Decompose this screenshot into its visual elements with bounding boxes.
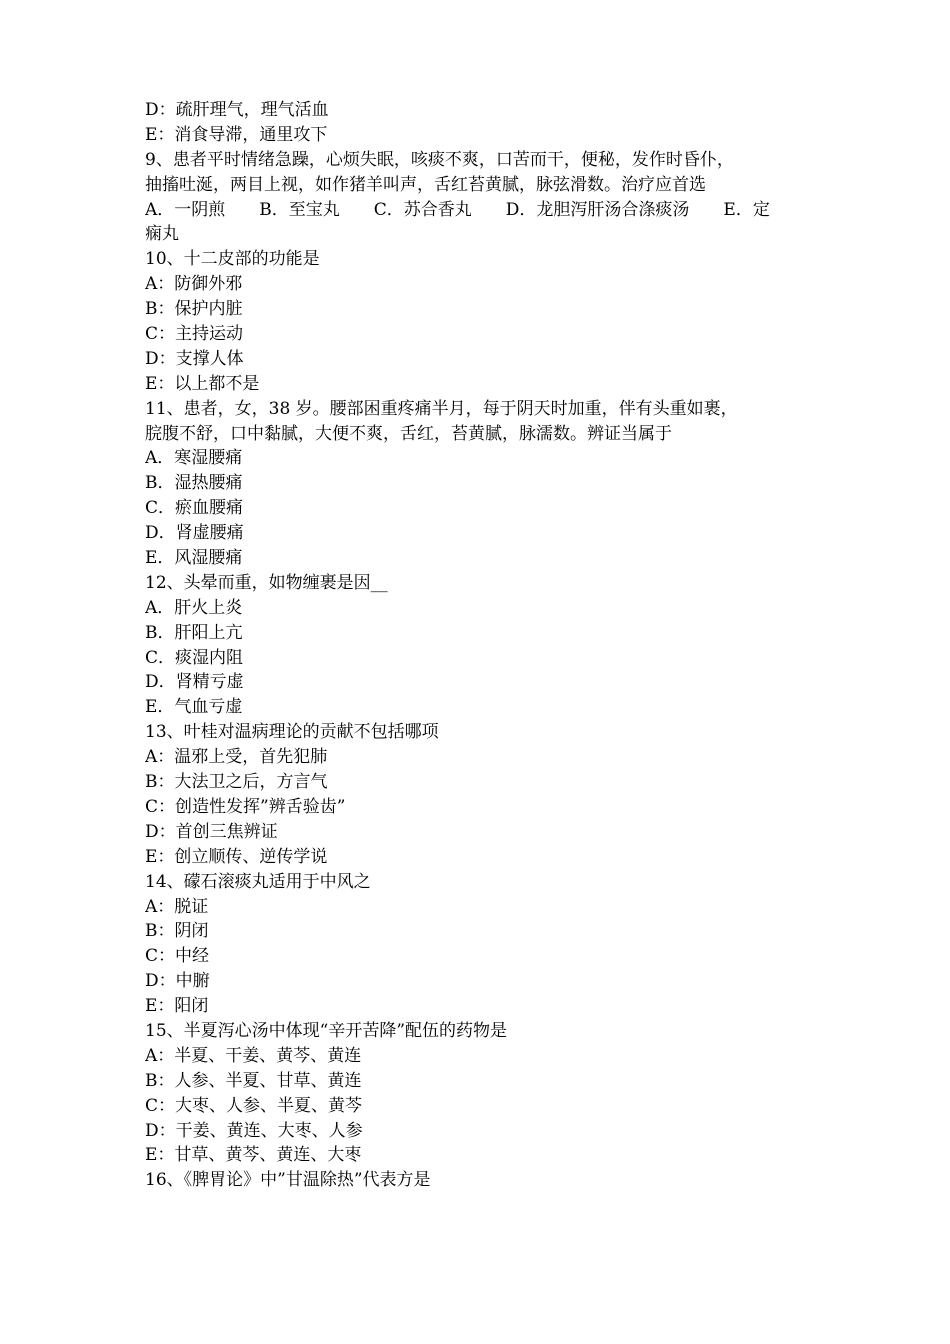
document-body [145,98,810,1193]
question-12: 12、头晕而重，如物缠裹是因__ [145,572,388,593]
option-e: E．气血亏虚 [145,697,243,718]
option-d: D：支撑人体 [145,348,244,369]
option-a: A：半夏、干姜、黄芩、黄连 [145,1045,362,1066]
option-c: C．瘀血腰痛 [145,498,244,519]
option-c: C：大枣、人参、半夏、黄芩 [145,1095,363,1116]
option-b: B：人参、半夏、甘草、黄连 [145,1070,362,1091]
option-c: C：中经 [145,946,210,967]
text-line: 抽搐吐涎，两目上视，如作猪羊叫声，舌红苔黄腻，脉弦滑数。治疗应首选 [145,174,706,195]
option-c: C：主持运动 [145,324,244,345]
option-b: B：保护内脏 [145,299,243,320]
question-14: 14、礞石滚痰丸适用于中风之 [145,871,371,892]
question-16: 16、《脾胃论》中”甘温除热”代表方是 [145,1170,431,1191]
option-b: B．肝阳上亢 [145,622,243,643]
option-d: D：中腑 [145,971,210,992]
question-13: 13、叶桂对温病理论的贡献不包括哪项 [145,722,439,743]
option-a: A：温邪上受，首先犯肺 [145,747,328,768]
option-a: A．寒湿腰痛 [145,448,243,469]
question-10: 10、十二皮部的功能是 [145,249,320,270]
option-e: E：以上都不是 [145,373,260,394]
option-e: E：甘草、黄芩、黄连、大枣 [145,1145,362,1166]
option-d: D：首创三焦辨证 [145,821,278,842]
option-e: E：创立顺传、逆传学说 [145,846,328,867]
option-d: D．肾虚腰痛 [145,523,244,544]
option-d: D：干姜、黄连、大枣、人参 [145,1120,363,1141]
text-line: 痫丸 [145,224,179,245]
option-d: D．肾精亏虚 [145,672,244,693]
option-e: E：阳闭 [145,996,209,1017]
option-a: A：防御外邪 [145,274,243,295]
option-a: A．肝火上炎 [145,597,243,618]
option-b: B：大法卫之后，方言气 [145,772,328,793]
text-line: E：消食导滞，通里攻下 [145,124,328,145]
options-line: A．一阴煎 B．至宝丸 C．苏合香丸 D．龙胆泻肝汤合涤痰汤 E．定 [145,199,770,220]
option-b: B：阴闭 [145,921,209,942]
text-line: 脘腹不舒，口中黏腻，大便不爽，舌红，苔黄腻，脉濡数。辨证当属于 [145,423,672,444]
question-9: 9、患者平时情绪急躁，心烦失眠，咳痰不爽，口苦而干，便秘，发作时昏仆， [145,149,734,170]
option-a: A：脱证 [145,896,209,917]
option-c: C：创造性发挥”辨舌验齿” [145,796,346,817]
text-line: D：疏肝理气，理气活血 [145,100,329,120]
option-c: C．痰湿内阻 [145,647,244,668]
question-15: 15、半夏泻心汤中体现“辛开苦降”配伍的药物是 [145,1020,508,1041]
question-11: 11、患者，女，38 岁。腰部困重疼痛半月，每于阴天时加重，伴有头重如裹， [145,398,738,419]
option-e: E．风湿腰痛 [145,548,243,569]
option-b: B．湿热腰痛 [145,473,243,494]
